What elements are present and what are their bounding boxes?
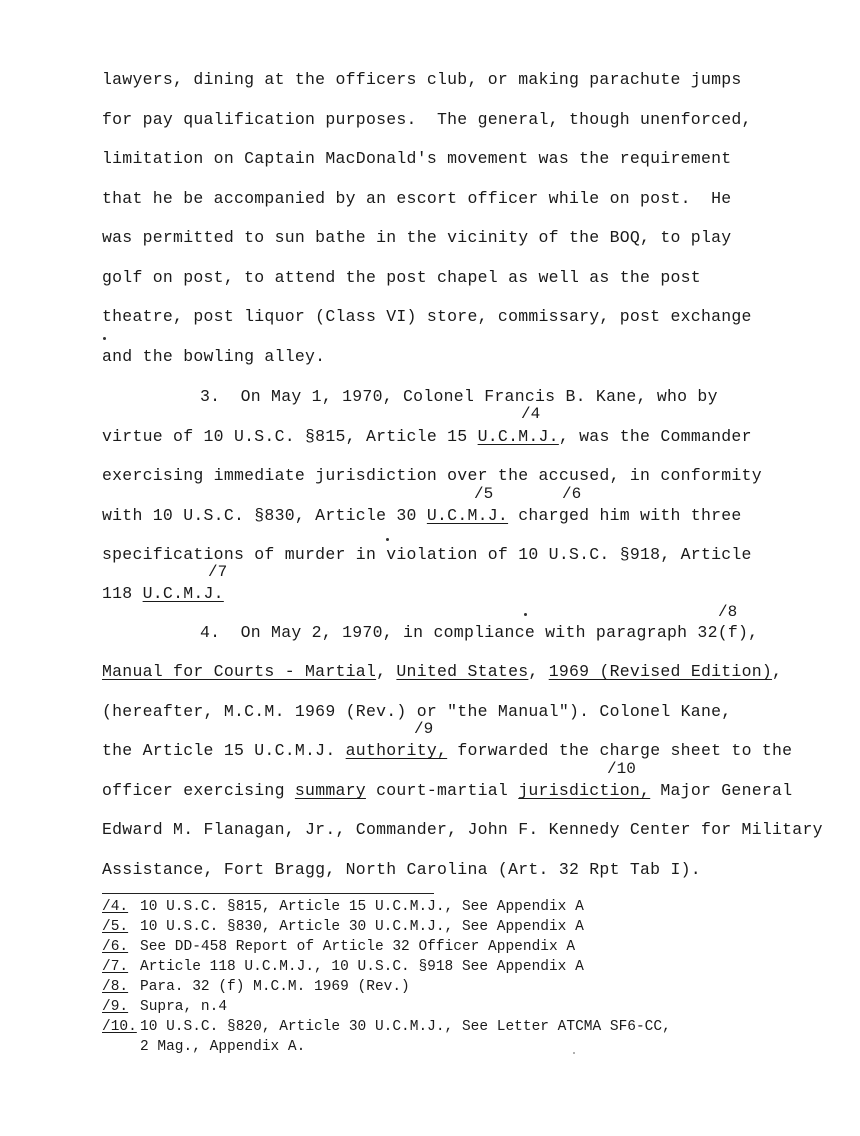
paragraph-4-line: Assistance, Fort Bragg, North Carolina (Art. 32 Rpt Tab I). xyxy=(102,860,701,879)
footnote-number: /6. xyxy=(102,939,129,955)
ucmj-abbr: U.C.M.J. xyxy=(477,427,559,446)
text-run: forwarded the charge sheet to the xyxy=(447,741,793,760)
paragraph-3-line: exercising immediate jurisdiction over the accused, in conformity xyxy=(102,466,762,485)
footnote xyxy=(102,978,410,997)
paragraph-3-line: specifications of murder in violation of 10 U.S.C. §918, Article xyxy=(102,545,752,564)
footnote-ref-10: /10 xyxy=(607,760,636,778)
text-run: , xyxy=(376,662,397,681)
text-run: , was the Commander xyxy=(558,427,752,446)
manual-title: United States xyxy=(396,662,529,681)
footnote xyxy=(102,958,584,977)
body-line: limitation on Captain MacDonald's movement was the requirement xyxy=(102,149,732,168)
paragraph-3-line: 3. On May 1, 1970, Colonel Francis B. Kane, who by xyxy=(200,387,718,406)
paragraph-3-line xyxy=(102,584,224,604)
footnote-text: See DD-458 Report of Article 32 Officer Appendix A xyxy=(140,939,576,955)
stray-mark xyxy=(386,538,389,541)
text-run: jurisdiction, xyxy=(518,781,651,800)
footnote xyxy=(102,918,584,937)
stray-mark xyxy=(103,337,106,340)
ucmj-abbr: U.C.M.J. xyxy=(142,584,224,603)
footnote-text: 10 U.S.C. §820, Article 30 U.C.M.J., See Letter ATCMA SF6-CC, xyxy=(140,1019,671,1035)
body-line: was permitted to sun bathe in the vicinity of the BOQ, to play xyxy=(102,228,732,247)
footnote-text: Article 118 U.C.M.J., 10 U.S.C. §918 See Appendix A xyxy=(140,959,584,975)
footnote-ref-5: /5 xyxy=(474,485,494,503)
footnote-ref-8: /8 xyxy=(718,603,738,621)
text-run: virtue of 10 U.S.C. §815, Article 15 xyxy=(102,427,478,446)
paragraph-4-line: (hereafter, M.C.M. 1969 (Rev.) or "the Manual"). Colonel Kane, xyxy=(102,702,732,721)
footnote-number: /4. xyxy=(102,899,129,915)
footnote-text: Para. 32 (f) M.C.M. 1969 (Rev.) xyxy=(140,979,410,995)
footnote-ref-9: /9 xyxy=(414,720,434,738)
footnote-ref-4: /4 xyxy=(521,405,541,423)
footnote-divider xyxy=(102,893,434,894)
manual-title: 1969 (Revised Edition) xyxy=(548,662,773,681)
text-run: , xyxy=(528,662,549,681)
ucmj-abbr: U.C.M.J. xyxy=(426,506,509,525)
text-run: charged him with three xyxy=(508,506,742,525)
footnote-number: /8. xyxy=(102,979,129,995)
paragraph-4-line: Edward M. Flanagan, Jr., Commander, John F. Kennedy Center for Military xyxy=(102,820,823,839)
footnote-ref-6: /6 xyxy=(562,485,582,503)
footnote-number: /7. xyxy=(102,959,129,975)
text-run: 118 xyxy=(102,584,143,603)
paragraph-4-line xyxy=(102,781,792,801)
footnote-ref-7: /7 xyxy=(208,563,228,581)
footnote-text: 10 U.S.C. §815, Article 15 U.C.M.J., See Appendix A xyxy=(140,899,584,915)
summary-emphasis: summary xyxy=(294,781,366,800)
text-run: Major General xyxy=(650,781,793,800)
footnote-number: /5. xyxy=(102,919,129,935)
text-run: officer exercising xyxy=(102,781,295,800)
footnote-text: Supra, n.4 xyxy=(140,999,228,1015)
body-line: and the bowling alley. xyxy=(102,347,326,366)
paragraph-4-line: 4. On May 2, 1970, in compliance with paragraph 32(f), xyxy=(200,623,759,642)
paragraph-4-line xyxy=(102,741,792,761)
text-run: court-martial xyxy=(365,781,519,800)
body-line: theatre, post liquor (Class VI) store, commissary, post exchange xyxy=(102,307,752,326)
footnote xyxy=(102,898,584,917)
stray-mark xyxy=(573,1052,575,1054)
stray-mark xyxy=(524,613,527,616)
text-run: , xyxy=(772,662,783,681)
text-run: authority, xyxy=(345,741,448,760)
footnote-number: /9. xyxy=(102,999,129,1015)
footnote xyxy=(102,1018,671,1037)
footnote xyxy=(102,998,227,1017)
paragraph-3-line xyxy=(102,506,742,526)
manual-title: Manual for Courts - Martial xyxy=(102,662,377,681)
footnote xyxy=(102,938,575,957)
paragraph-3-line xyxy=(102,427,752,447)
body-line: golf on post, to attend the post chapel as well as the post xyxy=(102,268,701,287)
body-line: that he be accompanied by an escort officer while on post. He xyxy=(102,189,732,208)
footnote-text: 10 U.S.C. §830, Article 30 U.C.M.J., See Appendix A xyxy=(140,919,584,935)
body-line: lawyers, dining at the officers club, or making parachute jumps xyxy=(102,70,742,89)
footnote-continuation: 2 Mag., Appendix A. xyxy=(140,1039,306,1055)
footnote-number: /10. xyxy=(102,1019,137,1035)
text-run: with 10 U.S.C. §830, Article 30 xyxy=(102,506,427,525)
paragraph-4-line xyxy=(102,662,782,682)
text-run: the Article 15 U.C.M.J. xyxy=(102,741,346,760)
body-line: for pay qualification purposes. The general, though unenforced, xyxy=(102,110,752,129)
